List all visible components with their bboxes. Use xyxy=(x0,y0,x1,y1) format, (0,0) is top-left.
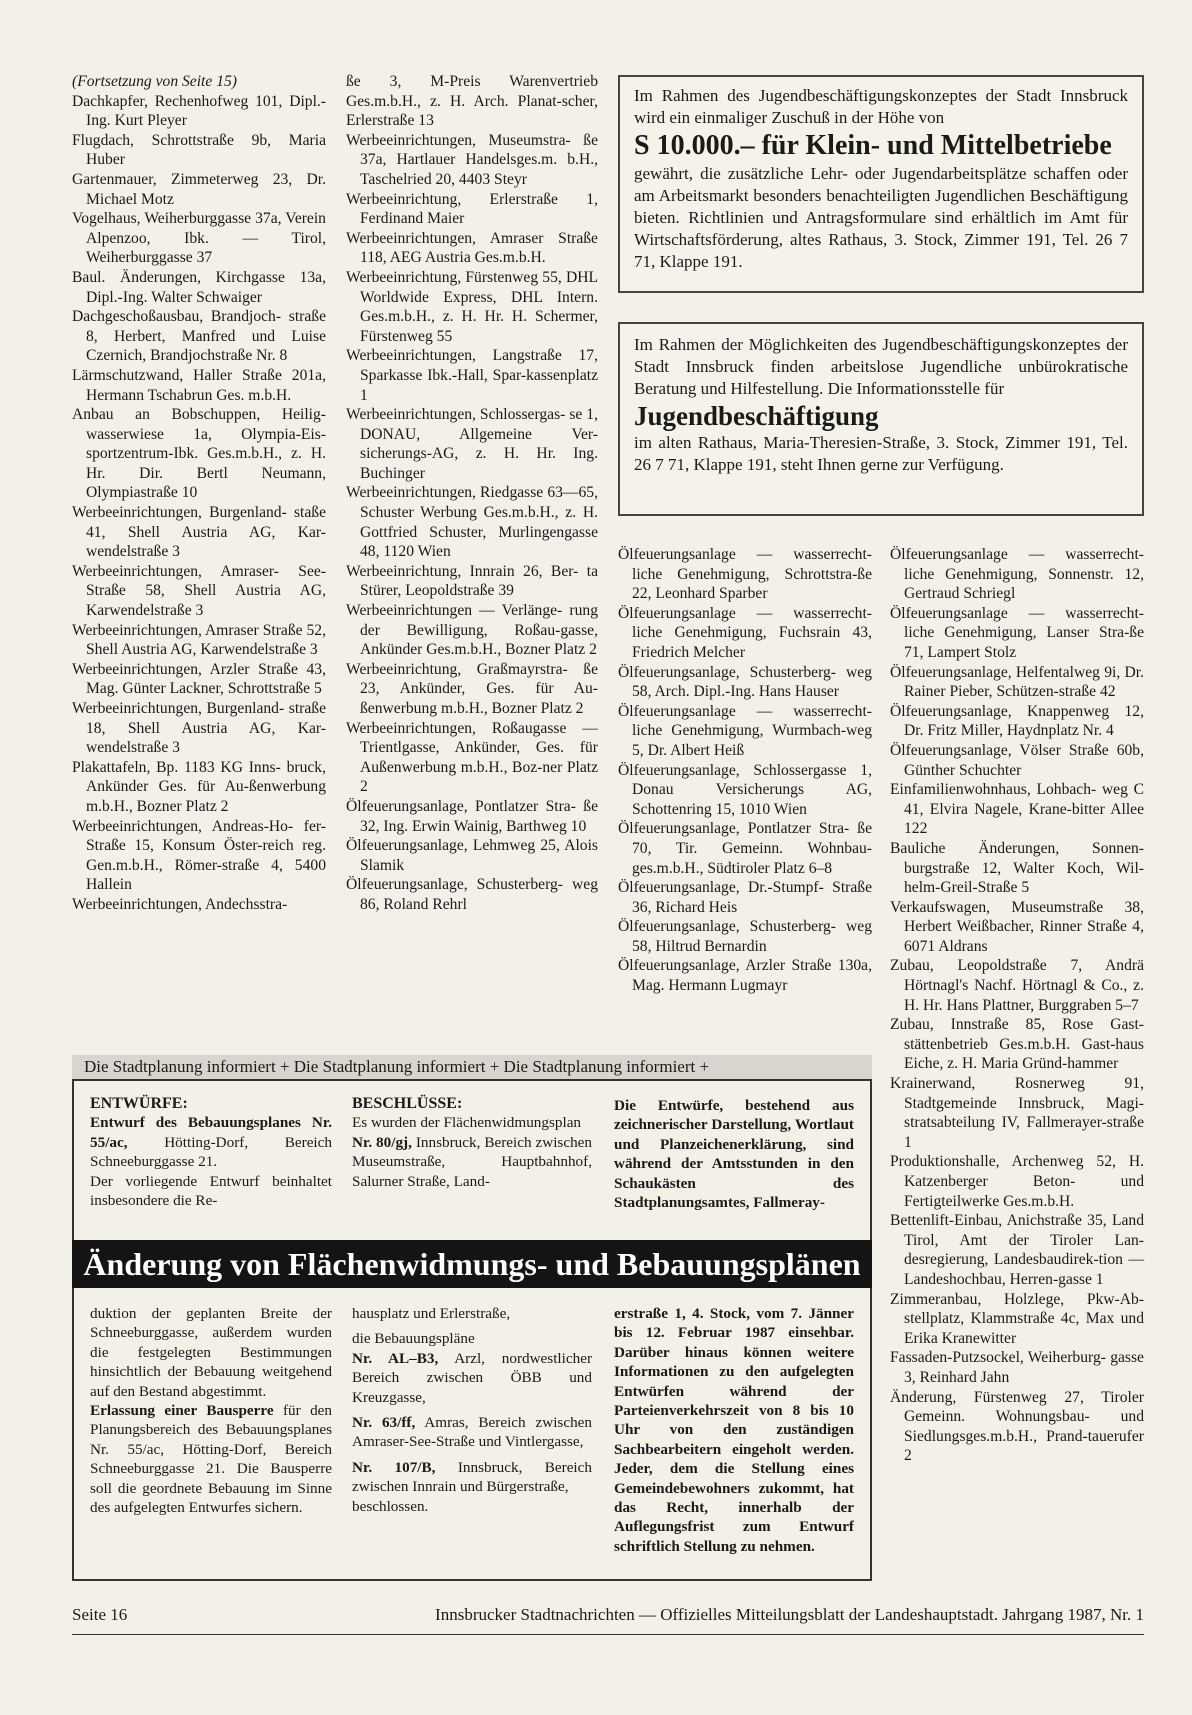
bausperre-text-2: für den Planungsbereich des Bebauungsplanes Nr. 55/ac, Hötting-Dorf, Bereich Schneeburggasse 21. Die Bausperre soll die geordnete Bebauung im Sinne des aufgelegten Entwurfes sichern. xyxy=(90,1402,332,1517)
entry-continuation: burgstraße 12, Walter Koch, Wil-helm-Greil-Straße 5 xyxy=(904,859,1144,897)
bebauung-text-1: hausplatz und Erlerstraße, xyxy=(352,1305,511,1322)
entry-first-line: Einfamilienwohnhaus, Lohbach- xyxy=(890,781,1097,799)
entry-continuation: ße 23, Ankünder, Ges. für Au-ßenwerbung m.b.H., Bozner Platz 2 xyxy=(360,660,598,717)
list-entry xyxy=(346,229,598,268)
entry-first-line: Ölfeuerungsanlage, Völser Straße xyxy=(890,741,1109,759)
list-entry xyxy=(346,562,598,601)
entry-continuation: liche Genehmigung, Schrottstra-ße 22, Leonhard Sparber xyxy=(632,565,872,603)
entry-continuation: liche Genehmigung, Wurmbach-weg 5, Dr. Albert Heiß xyxy=(632,722,872,759)
entry-continuation: 201a, Hermann Tschabrun Ges. m.b.H. xyxy=(86,366,326,404)
entry-first-line: Anbau an Bobschuppen, Heilig- xyxy=(72,406,326,424)
list-entry xyxy=(72,562,326,621)
plan-107b-text: Innsbruck, Bereich zwischen Innrain und Bürgerstraße, xyxy=(352,1458,592,1496)
beschluesse-column xyxy=(352,1094,592,1191)
entry-first-line: Zubau, Leopoldstraße 7, Andrä xyxy=(890,957,1144,975)
entry-continuation: Dipl.-Ing. Walter Schwaiger xyxy=(86,288,263,306)
list-entry xyxy=(890,1290,1144,1349)
bausperre-text-1: duktion der geplanten Breite der Schneeburggasse, außerdem wurden die festgelegten Bestimmungen hinsichtlich der Bebauung weitgehend auf den Bestand abgestimmt. xyxy=(90,1305,332,1400)
list-entry xyxy=(346,875,598,914)
listing-column-3 xyxy=(618,545,872,996)
entry-continuation: Stadtgemeinde Innsbruck, Magi-stratsabteilung IV, Fallmerayer-straße 1 xyxy=(904,1094,1144,1151)
entry-continuation: se 1, DONAU, Allgemeine Ver-sicherungs-AG, z. H. Hr. Ing. Buchinger xyxy=(360,406,598,482)
list-entry xyxy=(346,660,598,719)
subsidy-notice-box xyxy=(618,75,1144,293)
entry-first-line: Dachgeschoßausbau, Brandjoch- xyxy=(72,308,282,326)
entry-first-line: Werbeeinrichtung, Erlerstraße 1, xyxy=(346,190,598,208)
entwuerfe-paragraph-2: Der vorliegende Entwurf beinhaltet insbesondere die Re- xyxy=(90,1172,332,1210)
list-entry xyxy=(346,601,598,660)
subsidy-body: gewährt, die zusätzliche Lehr- oder Jugendarbeitsplätze schaffen oder am Arbeitsmarkt besonders benachteiligten Jugendlichen Beschäftigung bieten. Richtlinien und Antragsformulare sind erhältlich im Amt für Wirtschaftsförderung, altes Rathaus, 3. Stock, Zimmer 191, Tel. 26 7 71, Klappe 191. xyxy=(634,164,1128,271)
entry-first-line: Bettenlift-Einbau, Anichstraße 35, xyxy=(890,1212,1107,1230)
list-entry xyxy=(346,190,598,229)
list-entry xyxy=(618,956,872,995)
entry-first-line: Ölfeuerungsanlage, Pontlatzer Stra- xyxy=(618,820,850,838)
list-entry xyxy=(346,131,598,190)
plan-al-b3-text: Arzl, nordwestlicher Bereich zwischen ÖBB und Kreuzgasse, xyxy=(352,1349,593,1406)
entry-continuation: Straße 36, Richard Heis xyxy=(632,879,872,916)
list-entry xyxy=(346,836,598,875)
entry-continuation: Ferdinand Maier xyxy=(360,210,465,228)
entry-continuation: Dr. Michael Motz xyxy=(86,170,326,208)
entry-continuation: Hörtnagl's Nachf. Hörtnagl & Co., z. H. Hr. Hans Plattner, Burggraben 5–7 xyxy=(904,977,1144,1014)
list-entry xyxy=(618,761,872,820)
entry-first-line: Werbeeinrichtungen, Burgenland- xyxy=(72,700,285,717)
entry-continuation: weg 86, Roland Rehrl xyxy=(360,876,598,913)
entry-first-line: Ölfeuerungsanlage — wasserrecht- xyxy=(618,546,872,563)
list-entry xyxy=(890,741,1144,780)
list-entry xyxy=(72,895,326,915)
bebauung-63ff xyxy=(352,1413,592,1452)
auflage-text-top: Die Entwürfe, bestehend aus zeichnerischer Darstellung, Wortlaut und Planzeichenerklärung, sind während der Amtsstunden in den Schaukästen des Stadtplanungsamtes, Fallmeray- xyxy=(614,1097,854,1212)
stadtplanung-banner: Die Stadtplanung informiert + Die Stadtplanung informiert + Die Stadtplanung informiert + xyxy=(72,1055,872,1081)
entry-first-line: Werbeeinrichtungen, Andechsstra- xyxy=(72,895,288,913)
list-entry xyxy=(618,878,872,917)
plan-107b: Nr. 107/B, xyxy=(352,1458,436,1476)
entry-first-line: Ölfeuerungsanlage, Schusterberg- xyxy=(618,663,836,681)
entry-continuation: liche Genehmigung, Sonnenstr. 12, Gertraud Schriegl xyxy=(904,565,1144,603)
entry-first-line: Werbeeinrichtungen, Arzler Straße xyxy=(72,660,298,678)
entry-continuation: stellplatz, Klammstraße 4c, Max und Erika Kranewitter xyxy=(904,1310,1144,1347)
entry-continuation: 1, Donau Versicherungs AG, Schottenring 15, 1010 Wien xyxy=(632,761,872,818)
entry-continuation: 9i, Dr. Rainer Pieber, Schützen-straße 42 xyxy=(904,663,1145,701)
beschluesse-heading: BESCHLÜSSE: xyxy=(352,1095,463,1112)
entry-continuation: H. Katzenberger Beton- und Fertigteilwerke Ges.m.b.H. xyxy=(904,1153,1144,1210)
entry-first-line: Werbeeinrichtungen, Langstraße xyxy=(346,347,562,365)
entry-first-line: Werbeeinrichtungen, Schlossergas- xyxy=(346,406,566,424)
listing-column-4 xyxy=(890,545,1144,1466)
list-entry xyxy=(72,699,326,758)
list-entry xyxy=(890,1015,1144,1074)
auflage-text-bottom: erstraße 1, 4. Stock, vom 7. Jänner bis 12. Februar 1987 einsehbar. Darüber hinaus können weitere Informationen zu den aufgelegten Entwürfen während der Parteienverkehrszeit von 8 bis 10 Uhr von den zuständigen Sachbearbeitern eingeholt werden. Jeder, dem die Stellung eines Gemeindebewohners zukommt, hat das Recht, innerhalb der Auflegungsfrist zum Entwurf schriftlich Stellung zu nehmen. xyxy=(614,1305,854,1555)
entry-first-line: Werbeeinrichtung, Innrain 26, Ber- xyxy=(346,562,579,580)
list-entry xyxy=(890,780,1144,839)
entry-first-line: Bauliche Änderungen, Sonnen- xyxy=(890,839,1144,857)
entry-continuation: ta Stürer, Leopoldstraße 39 xyxy=(360,562,598,600)
entry-continuation: ße 37a, Hartlauer Handelsges.m. b.H., Taschelried 20, 4403 Steyr xyxy=(360,131,598,188)
list-entry xyxy=(346,797,598,836)
entry-continuation: 12, Dr. Fritz Miller, Haydnplatz Nr. 4 xyxy=(904,702,1144,740)
list-entry xyxy=(72,503,326,562)
entry-first-line: Werbeeinrichtung, Graßmayrstra- xyxy=(346,660,568,678)
list-entry xyxy=(72,621,326,660)
list-entry xyxy=(72,92,326,131)
auflage-column-top xyxy=(614,1096,854,1212)
entry-continuation: Alois Slamik xyxy=(360,837,598,874)
list-entry xyxy=(890,702,1144,741)
entry-continuation: 63—65, Schuster Werbung Ges.m.b.H., z. H. Gottfried Schuster, Murlingengasse 48, 1120 Wien xyxy=(360,484,598,561)
youth-intro: Im Rahmen der Möglichkeiten des Jugendbeschäftigungskonzeptes der Stadt Innsbruck finden arbeitslose Jugendliche unbürokratische Beratung und Hilfestellung. Die Informationsstelle für xyxy=(634,335,1128,398)
page-number: Seite 16 xyxy=(72,1605,128,1624)
entry-first-line: Ölfeuerungsanlage, Helfentalweg xyxy=(890,663,1100,681)
entwuerfe-heading: ENTWÜRFE: xyxy=(90,1095,188,1112)
entry-continuation: Straße 52, Shell Austria AG, Karwendelstraße 3 xyxy=(86,621,326,659)
listing-column-1 xyxy=(72,72,326,915)
entry-first-line: Ölfeuerungsanlage — wasserrecht- xyxy=(618,702,872,720)
list-entry xyxy=(346,483,598,561)
listing-column-2 xyxy=(346,72,598,915)
list-entry xyxy=(890,1348,1144,1387)
list-entry xyxy=(618,604,872,663)
list-entry xyxy=(618,545,872,604)
youth-body: im alten Rathaus, Maria-Theresien-Straße, 3. Stock, Zimmer 191, Tel. 26 7 71, Klappe 191, steht Ihnen gerne zur Verfügung. xyxy=(634,433,1128,474)
entry-first-line: Werbeeinrichtung, Fürstenweg 55, xyxy=(346,268,562,286)
plan-al-b3: Nr. AL–B3, xyxy=(352,1349,439,1367)
entry-first-line: Dachkapfer, Rechenhofweg 101, xyxy=(72,92,283,110)
entry-first-line: Ölfeuerungsanlage — wasserrecht- xyxy=(890,546,1144,563)
entry-continuation: 17, Sparkasse Ibk.-Hall, Spar-kassenplatz 1 xyxy=(360,347,598,404)
plan-63ff-text: Amras, Bereich zwischen Amraser-See-Straße und Vintlergasse, xyxy=(352,1414,592,1451)
entry-continuation: 43, Mag. Günter Lackner, Schrottstraße 5 xyxy=(86,660,326,698)
entry-continuation: Ges.m.b.H., z. H. Arch. Planat-scher, Erlerstraße 13 xyxy=(346,92,598,130)
youth-employment-box xyxy=(618,322,1144,516)
entry-first-line: Krainerwand, Rosnerweg 91, xyxy=(890,1075,1144,1093)
list-entry xyxy=(72,268,326,307)
bausperre-column xyxy=(90,1304,332,1517)
entry-first-line: Verkaufswagen, Museumstraße 38, xyxy=(890,898,1144,916)
entry-first-line: Ölfeuerungsanlage, Knappenweg xyxy=(890,702,1110,720)
entry-continuation: Gemeinn. Wohnungsbau- und Siedlungsges.m.b.H., Prand-tauerufer 2 xyxy=(904,1408,1144,1465)
list-entry xyxy=(72,131,326,170)
list-entry xyxy=(618,702,872,761)
bebauungsplaene-column xyxy=(352,1304,592,1516)
bausperre-paragraph xyxy=(90,1304,332,1401)
beschluesse-text-1: Es wurden der Flächenwidmungsplan xyxy=(352,1114,582,1132)
publication-line: Innsbrucker Stadtnachrichten — Offizielles Mitteilungsblatt der Landeshauptstadt. Jahrgang 1987, Nr. 1 xyxy=(435,1605,1144,1624)
entry-continuation: liche Genehmigung, Fuchsrain 43, Friedrich Melcher xyxy=(632,624,872,661)
entry-continuation: stättenbetrieb Ges.m.b.H. Gast-haus Eiche, z. H. Maria Gründ-hammer xyxy=(904,1035,1144,1073)
youth-headline: Jugendbeschäftigung xyxy=(634,401,879,431)
list-entry xyxy=(618,819,872,878)
entry-first-line: Ölfeuerungsanlage, Schusterberg- xyxy=(618,918,836,936)
entry-continuation: staße 41, Shell Austria AG, Kar-wendelstraße 3 xyxy=(86,504,326,561)
list-entry xyxy=(346,268,598,346)
entry-continuation: Herbert Weißbacher, Rinner Straße 4, 6071 Aldrans xyxy=(904,918,1144,955)
entry-first-line: Plakattafeln, Bp. 1183 KG Inns- xyxy=(72,758,281,776)
list-entry xyxy=(890,839,1144,898)
bebauung-beschlossen: beschlossen. xyxy=(352,1497,429,1515)
entry-first-line: Baul. Änderungen, Kirchgasse 13a, xyxy=(72,268,326,286)
entry-continuation: weg 58, Hiltrud Bernardin xyxy=(632,918,872,955)
list-entry xyxy=(72,307,326,366)
subsidy-intro: Im Rahmen des Jugendbeschäftigungskonzeptes der Stadt Innsbruck wird ein einmaliger Zuschuß in der Höhe von xyxy=(634,86,1128,127)
entry-continuation: straße 18, Shell Austria AG, Kar-wendelstraße 3 xyxy=(86,700,326,757)
entry-first-line: Werbeeinrichtungen, Amraser- xyxy=(72,562,279,580)
bausperre-bold: Erlassung einer Bausperre xyxy=(90,1402,274,1420)
list-entry xyxy=(890,898,1144,957)
entry-first-line: Gartenmauer, Zimmeterweg 23, xyxy=(72,170,293,188)
entry-first-line: Ölfeuerungsanlage — wasserrecht- xyxy=(890,604,1144,622)
entry-continuation: — Trientlgasse, Ankünder, Ges. für Außenwerbung m.b.H., Boz-ner Platz 2 xyxy=(360,719,598,796)
entry-first-line: Zimmeranbau, Holzlege, Pkw-Ab- xyxy=(890,1290,1144,1308)
entry-continuation: Straße 118, AEG Austria Ges.m.b.H. xyxy=(360,229,598,267)
list-entry xyxy=(72,170,326,209)
entry-continuation: Huber xyxy=(86,151,125,169)
entwuerfe-text-1: Hötting-Dorf, Bereich Schneeburggasse 21. xyxy=(90,1133,332,1171)
entry-continuation: Verein Alpenzoo, Ibk. — Tirol, Weiherburggasse 37 xyxy=(86,210,326,267)
entry-first-line: ße 3, M-Preis Warenvertrieb xyxy=(346,73,598,90)
list-entry xyxy=(890,545,1144,604)
list-entry xyxy=(72,660,326,699)
entwuerfe-paragraph xyxy=(90,1113,332,1171)
list-entry xyxy=(890,604,1144,663)
entry-continuation: ße 70, Tir. Gemeinn. Wohnbau-ges.m.b.H., Südtiroler Platz 6–8 xyxy=(632,820,872,877)
entry-first-line: Ölfeuerungsanlage, Schusterberg- xyxy=(346,876,563,894)
entry-first-line: Ölfeuerungsanlage, Schlossergasse xyxy=(618,761,847,779)
entry-continuation: weg 58, Arch. Dipl.-Ing. Hans Hauser xyxy=(632,663,872,701)
entry-continuation: Land Tirol, Amt der Tiroler Lan-desregierung, Landesbaudirek-tion — Landeshochbau, Herren-gasse 1 xyxy=(904,1212,1144,1288)
beschluesse-text-2: Innsbruck, Bereich zwischen Museumstraße, Hauptbahnhof, Salurner Straße, Land- xyxy=(352,1133,593,1190)
entry-continuation: DHL Worldwide Express, DHL Intern. Ges.m.b.H., z. H. Hr. H. Schermer, Fürstenweg 55 xyxy=(360,268,598,345)
list-entry xyxy=(346,719,598,797)
entry-first-line: Ölfeuerungsanlage, Pontlatzer Stra- xyxy=(346,797,576,815)
entry-first-line: Zubau, Innstraße 85, Rose Gast- xyxy=(890,1016,1144,1034)
entry-first-line: Werbeeinrichtungen, Museumstra- xyxy=(346,131,571,149)
list-entry xyxy=(346,346,598,405)
entry-continuation: bruck, Ankünder Ges. für Au-ßenwerbung m.b.H., Bozner Platz 2 xyxy=(86,758,326,815)
entry-first-line: Fassaden-Putzsockel, Weiherburg- xyxy=(890,1349,1106,1367)
stadtplanung-title: Änderung von Flächenwidmungs- und Bebauungsplänen xyxy=(72,1240,872,1288)
entry-first-line: Lärmschutzwand, Haller Straße xyxy=(72,366,282,384)
list-entry xyxy=(890,956,1144,1015)
bebauung-text-2: die Bebauungspläne xyxy=(352,1330,475,1348)
bausperre-paragraph-2 xyxy=(90,1401,332,1517)
list-entry xyxy=(72,366,326,405)
list-entry xyxy=(346,405,598,483)
footer-rule xyxy=(72,1634,1144,1635)
entry-continuation: 60b, Günther Schuchter xyxy=(904,741,1144,779)
list-entry xyxy=(72,817,326,895)
entry-first-line: Produktionshalle, Archenweg 52, xyxy=(890,1153,1116,1171)
entry-continuation: fer-Straße 15, Konsum Öster-reich reg. Gen.m.b.H., Römer-straße 4, 5400 Hallein xyxy=(86,817,326,894)
plan-63ff: Nr. 63/ff, xyxy=(352,1414,416,1432)
entry-continuation: See-Straße 58, Shell Austria AG, Karwendelstraße 3 xyxy=(86,562,326,620)
entry-first-line: Ölfeuerungsanlage, Dr.-Stumpf- xyxy=(618,879,824,897)
entry-continuation: Dipl.-Ing. Kurt Pleyer xyxy=(86,92,327,130)
entry-first-line: Änderung, Fürstenweg 27, Tiroler xyxy=(890,1388,1144,1406)
list-entry xyxy=(890,1211,1144,1289)
entry-continuation: straße 8, Herbert, Manfred und Luise Czernich, Brandjochstraße Nr. 8 xyxy=(86,308,326,365)
entry-continuation: gasse 3, Reinhard Jahn xyxy=(904,1349,1144,1386)
entry-first-line: Werbeeinrichtungen, Riedgasse xyxy=(346,484,544,502)
entry-continuation: ße 32, Ing. Erwin Wainig, Barthweg 10 xyxy=(360,797,598,835)
list-entry xyxy=(890,663,1144,702)
entry-first-line: Ölfeuerungsanlage — wasserrecht- xyxy=(618,604,872,622)
entry-continuation: weg C 41, Elvira Nagele, Krane-bitter Allee 122 xyxy=(904,781,1144,838)
entwuerfe-column xyxy=(90,1094,332,1210)
entry-first-line: Werbeeinrichtungen, Amraser xyxy=(72,621,259,639)
list-entry xyxy=(890,1074,1144,1152)
subsidy-headline: S 10.000.– für Klein- und Mittelbetriebe xyxy=(634,130,1112,161)
beschluesse-paragraph xyxy=(352,1133,592,1191)
continuation-note: (Fortsetzung von Seite 15) xyxy=(72,73,237,90)
entry-first-line: Flugdach, Schrottstraße 9b, Maria xyxy=(72,131,326,149)
entry-continuation: 130a, Mag. Hermann Lugmayr xyxy=(632,957,872,995)
auflage-column-bottom xyxy=(614,1304,854,1556)
entry-first-line: Werbeeinrichtungen — Verlänge- xyxy=(346,602,563,620)
list-entry xyxy=(618,663,872,702)
list-entry xyxy=(890,1152,1144,1211)
entry-first-line: Werbeeinrichtungen, Amraser xyxy=(346,229,544,247)
entry-first-line: Werbeeinrichtungen, Burgenland- xyxy=(72,504,287,522)
entry-first-line: Werbeeinrichtungen, Roßaugasse xyxy=(346,719,567,737)
entry-first-line: Vogelhaus, Weiherburggasse 37a, xyxy=(72,210,282,228)
list-entry xyxy=(72,209,326,268)
entry-continuation: wasserwiese 1a, Olympia-Eis-sportzentrum-Ibk. Ges.m.b.H., z. H. Hr. Dir. Bertl Neumann, Olympiastraße 10 xyxy=(86,425,326,502)
list-entry xyxy=(346,72,598,131)
entry-first-line: Ölfeuerungsanlage, Arzler Straße xyxy=(618,957,832,975)
entry-continuation: liche Genehmigung, Lanser Stra-ße 71, Lampert Stolz xyxy=(904,624,1144,661)
entry-first-line: Ölfeuerungsanlage, Lehmweg 25, xyxy=(346,837,560,855)
bebauung-107b xyxy=(352,1458,592,1497)
list-entry xyxy=(890,1388,1144,1466)
list-entry xyxy=(618,917,872,956)
list-entry xyxy=(72,758,326,817)
bebauung-al-b3 xyxy=(352,1349,592,1407)
entwuerfe-plan-number: Entwurf des Bebauungsplanes Nr. 55/ac, xyxy=(90,1114,332,1151)
entry-first-line: Werbeeinrichtungen, Andreas-Ho- xyxy=(72,817,294,835)
beschluesse-plan-number: Nr. 80/gj, xyxy=(352,1133,412,1151)
list-entry xyxy=(72,405,326,503)
entry-continuation: rung der Bewilligung, Roßau-gasse, Ankünder Ges.m.b.H., Bozner Platz 2 xyxy=(360,602,598,659)
